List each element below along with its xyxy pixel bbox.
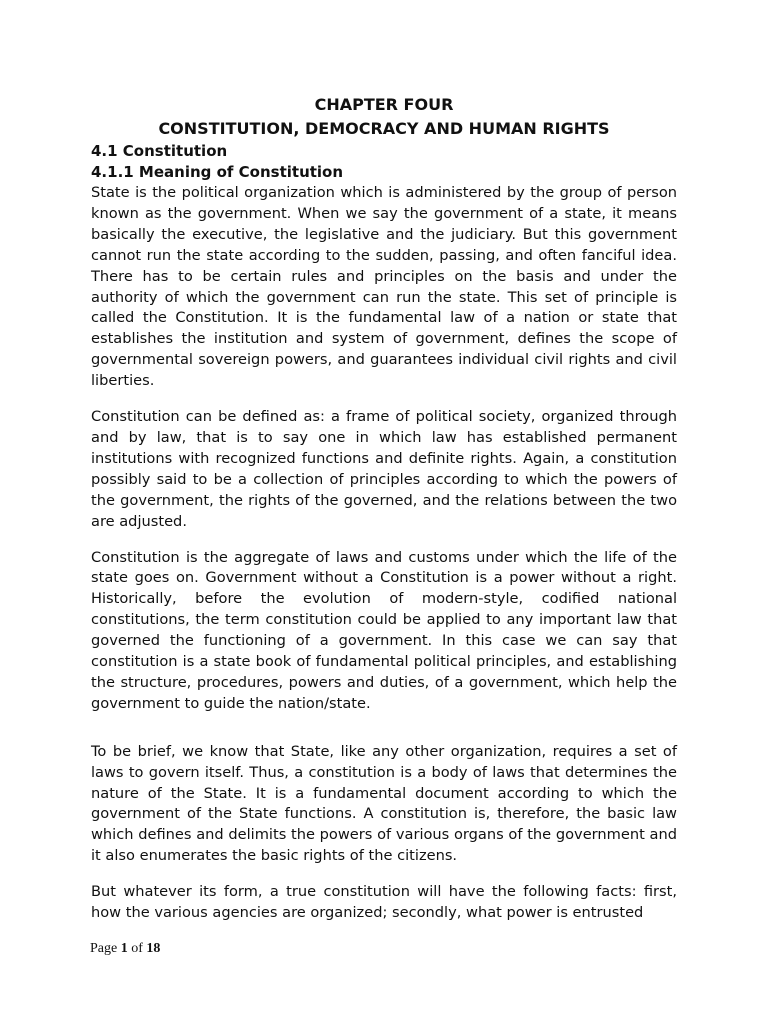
paragraph-1: State is the political organization which is administered by the group of person known as the government. When we say the government of a state, it means basically the executive, the legislative and the judiciary. But this government cannot run the state according to the sudden, passing, and often fanciful idea. There has to be certain rules and principles on the basis and under the authority of which the government can run the state. This set of principle is called the Constitution. It is the fundamental law of a nation or state that establishes the institution and system of government, defines the scope of governmental sovereign powers, and guarantees individual civil rights and civil liberties. (91, 184, 677, 390)
footer-of-word: of (131, 941, 143, 956)
chapter-title: CONSTITUTION, DEMOCRACY AND HUMAN RIGHTS (158, 119, 610, 138)
paragraph-5: But whatever its form, a true constitution will have the following facts: first, how the various agencies are organized; secondly, what power is entrusted (91, 883, 677, 922)
page-footer (90, 941, 160, 957)
footer-current-page: 1 (120, 941, 128, 956)
chapter-label: CHAPTER FOUR (314, 95, 454, 114)
paragraph-3: Constitution is the aggregate of laws and customs under which the life of the state goes on. Government without a Constitution is a power without a right. Historically, before the evolution of modern-style, codified national constitutions, the term constitution could be applied to any important law that governed the functioning of a government. In this case we can say that constitution is a state book of fundamental political principles, and establishing the structure, procedures, powers and duties, of a government, which help the government to guide the nation/state. (91, 548, 677, 712)
footer-total-pages: 18 (146, 941, 161, 956)
footer-page-word: Page (90, 941, 118, 956)
document-page (91, 93, 677, 924)
section-heading: 4.1 Constitution (91, 142, 228, 160)
paragraph-2: Constitution can be defined as: a frame of political society, organized through and by law, that is to say one in which law has established permanent institutions with recognized functions and definite rights. Again, a constitution possibly said to be a collection of principles according to which the powers of the government, the rights of the governed, and the relations between the two are adjusted. (91, 408, 677, 530)
subsection-heading: 4.1.1 Meaning of Constitution (91, 163, 344, 181)
paragraph-4: To be brief, we know that State, like any other organization, requires a set of laws to govern itself. Thus, a constitution is a body of laws that determines the nature of the State. It is a fundamental document according to which the government of the State functions. A constitution is, therefore, the basic law which defines and delimits the powers of various organs of the government and it also enumerates the basic rights of the citizens. (91, 742, 677, 865)
